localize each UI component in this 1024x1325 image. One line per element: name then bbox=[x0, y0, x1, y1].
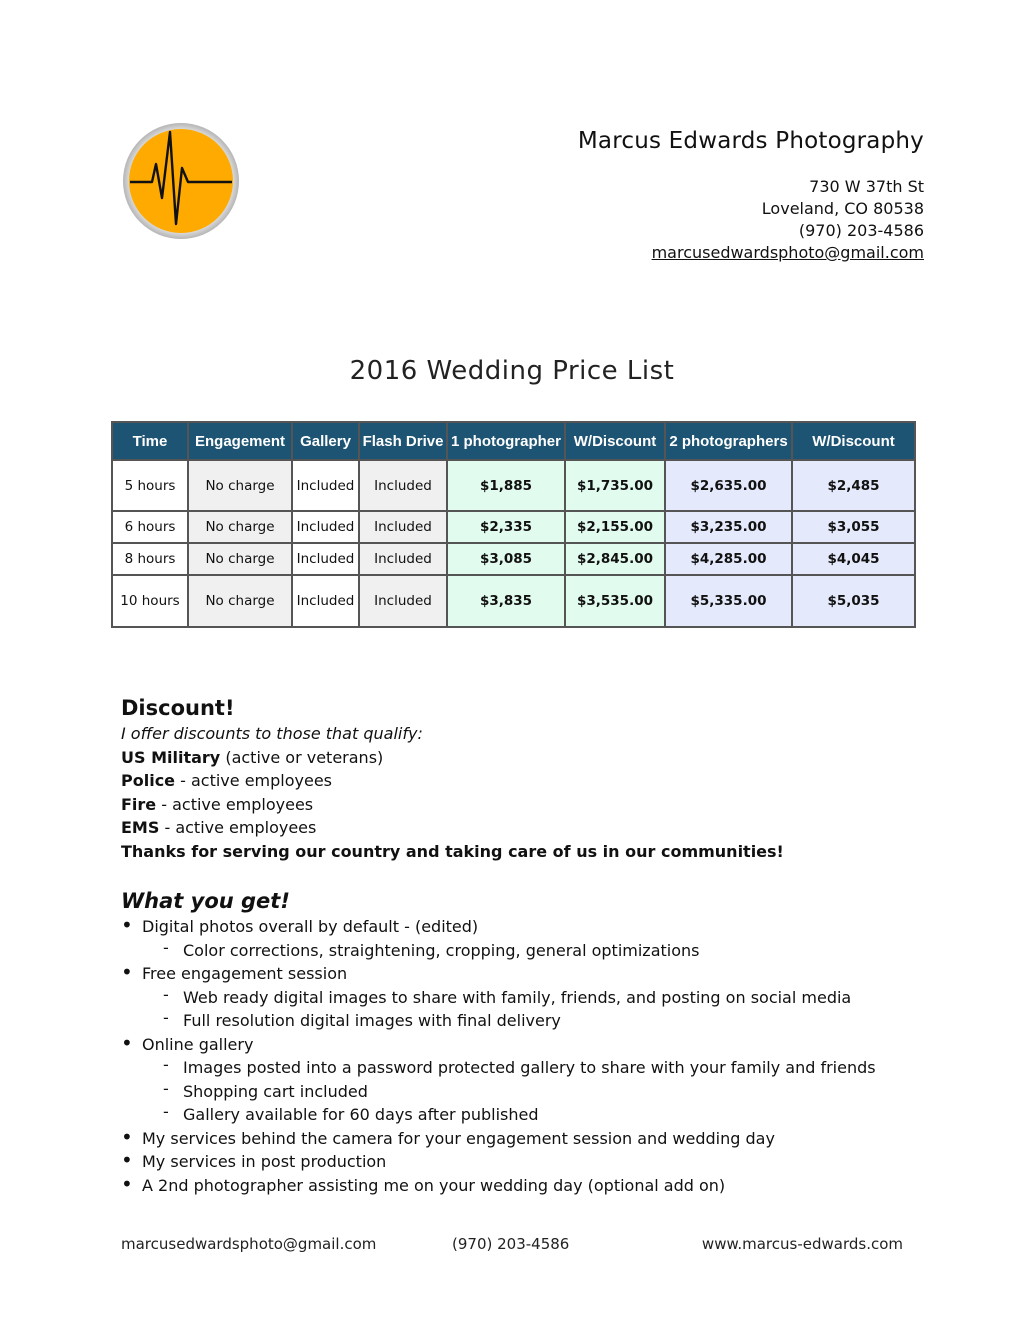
heartbeat-logo-icon bbox=[122, 122, 240, 240]
benefit-text: Online gallery bbox=[142, 1034, 254, 1054]
benefit-text: My services behind the camera for your engagement session and wedding day bbox=[142, 1128, 775, 1148]
cell-flash-drive: Included bbox=[359, 575, 447, 627]
discount-item-label: US Military bbox=[121, 747, 221, 767]
address-line-1: 730 W 37th St bbox=[809, 177, 924, 196]
benefit-text: Digital photos overall by default - (edited) bbox=[142, 917, 479, 936]
cell-flash-drive: Included bbox=[359, 460, 447, 511]
price-table bbox=[111, 421, 916, 628]
cell-gallery: Included bbox=[292, 543, 359, 575]
discount-item-label: Fire bbox=[121, 794, 157, 814]
benefit-text: Free engagement session bbox=[142, 964, 348, 983]
cell-1-photographer: $3,085 bbox=[447, 543, 565, 575]
col-header-1-photographer: 1 photographer bbox=[447, 422, 565, 460]
cell-1-photographer: $1,885 bbox=[447, 460, 565, 511]
benefits-list bbox=[121, 915, 876, 1197]
benefits-heading: What you get! bbox=[121, 889, 290, 913]
company-name: Marcus Edwards Photography bbox=[577, 128, 924, 154]
col-header-2-photographers: 2 photographers bbox=[665, 422, 792, 460]
cell-time: 8 hours bbox=[112, 543, 188, 575]
cell-engagement: No charge bbox=[188, 511, 292, 543]
benefit-sublist bbox=[142, 986, 876, 1033]
col-header-gallery: Gallery bbox=[292, 422, 359, 460]
list-item bbox=[121, 1150, 876, 1174]
discount-intro: I offer discounts to those that qualify: bbox=[121, 724, 423, 743]
discount-heading: Discount! bbox=[121, 696, 235, 720]
cell-1-discount: $1,735.00 bbox=[565, 460, 665, 511]
list-item bbox=[121, 915, 876, 962]
table-row bbox=[112, 460, 915, 511]
table-row bbox=[112, 511, 915, 543]
cell-2-discount: $3,055 bbox=[792, 511, 915, 543]
benefit-sublist bbox=[142, 939, 876, 963]
cell-engagement: No charge bbox=[188, 543, 292, 575]
sub-list-item: - Web ready digital images to share with family, friends, and posting on social media bbox=[163, 986, 876, 1010]
company-header bbox=[578, 128, 924, 264]
col-header-1-discount: W/Discount bbox=[565, 422, 665, 460]
discount-item-text: - active employees bbox=[175, 771, 333, 790]
col-header-flash-drive: Flash Drive bbox=[359, 422, 447, 460]
cell-2-photographers: $5,335.00 bbox=[665, 575, 792, 627]
header-email-link[interactable]: marcusedwardsphoto@gmail.com bbox=[651, 243, 924, 262]
discount-item bbox=[121, 793, 876, 817]
col-header-engagement: Engagement bbox=[188, 422, 292, 460]
sub-list-item: - Images posted into a password protected gallery to share with your family and friends bbox=[163, 1056, 876, 1080]
discount-item-label: Police bbox=[121, 771, 176, 790]
table-header-row bbox=[112, 422, 915, 460]
cell-2-photographers: $3,235.00 bbox=[665, 511, 792, 543]
sub-list-item: - Shopping cart included bbox=[163, 1080, 876, 1104]
address-line-2: Loveland, CO 80538 bbox=[761, 199, 924, 218]
cell-gallery: Included bbox=[292, 575, 359, 627]
sub-list-item: - Color corrections, straightening, cropping, general optimizations bbox=[163, 939, 876, 963]
col-header-time: Time bbox=[112, 422, 188, 460]
cell-flash-drive: Included bbox=[359, 511, 447, 543]
cell-2-discount: $5,035 bbox=[792, 575, 915, 627]
sub-list-item: - Gallery available for 60 days after published bbox=[163, 1103, 876, 1127]
cell-2-discount: $2,485 bbox=[792, 460, 915, 511]
discount-item-text: (active or veterans) bbox=[220, 747, 384, 767]
benefit-text: My services in post production bbox=[142, 1152, 387, 1171]
cell-gallery: Included bbox=[292, 511, 359, 543]
discount-item bbox=[121, 769, 876, 793]
discount-item bbox=[121, 746, 876, 770]
cell-time: 6 hours bbox=[112, 511, 188, 543]
col-header-2-discount: W/Discount bbox=[792, 422, 915, 460]
cell-1-photographer: $2,335 bbox=[447, 511, 565, 543]
cell-1-discount: $2,845.00 bbox=[565, 543, 665, 575]
cell-engagement: No charge bbox=[188, 460, 292, 511]
benefit-sublist bbox=[142, 1056, 876, 1127]
cell-gallery: Included bbox=[292, 460, 359, 511]
sub-list-item: - Full resolution digital images with final delivery bbox=[163, 1009, 876, 1033]
discount-item bbox=[121, 816, 876, 840]
table-row bbox=[112, 543, 915, 575]
cell-2-discount: $4,045 bbox=[792, 543, 915, 575]
list-item bbox=[121, 1174, 876, 1198]
cell-1-discount: $3,535.00 bbox=[565, 575, 665, 627]
benefit-text: A 2nd photographer assisting me on your wedding day (optional add on) bbox=[142, 1175, 726, 1195]
discount-item-text: - active employees bbox=[159, 818, 317, 837]
header-phone: (970) 203-4586 bbox=[798, 221, 924, 240]
cell-2-photographers: $4,285.00 bbox=[665, 543, 792, 575]
page-title: 2016 Wedding Price List bbox=[349, 356, 675, 386]
cell-2-photographers: $2,635.00 bbox=[665, 460, 792, 511]
cell-1-discount: $2,155.00 bbox=[565, 511, 665, 543]
body-content bbox=[121, 694, 876, 1197]
footer-website[interactable]: www.marcus-edwards.com bbox=[701, 1235, 903, 1253]
cell-engagement: No charge bbox=[188, 575, 292, 627]
discount-item-text: - active employees bbox=[156, 794, 314, 814]
list-item bbox=[121, 1033, 876, 1127]
discount-item-label: EMS bbox=[121, 818, 160, 837]
table-row bbox=[112, 575, 915, 627]
discount-thanks: Thanks for serving our country and taking care of us in our communities! bbox=[121, 841, 784, 861]
list-item bbox=[121, 962, 876, 1033]
footer-email[interactable]: marcusedwardsphoto@gmail.com bbox=[121, 1235, 377, 1253]
cell-flash-drive: Included bbox=[359, 543, 447, 575]
list-item bbox=[121, 1127, 876, 1151]
cell-1-photographer: $3,835 bbox=[447, 575, 565, 627]
footer-phone: (970) 203-4586 bbox=[452, 1235, 570, 1253]
cell-time: 5 hours bbox=[112, 460, 188, 511]
cell-time: 10 hours bbox=[112, 575, 188, 627]
